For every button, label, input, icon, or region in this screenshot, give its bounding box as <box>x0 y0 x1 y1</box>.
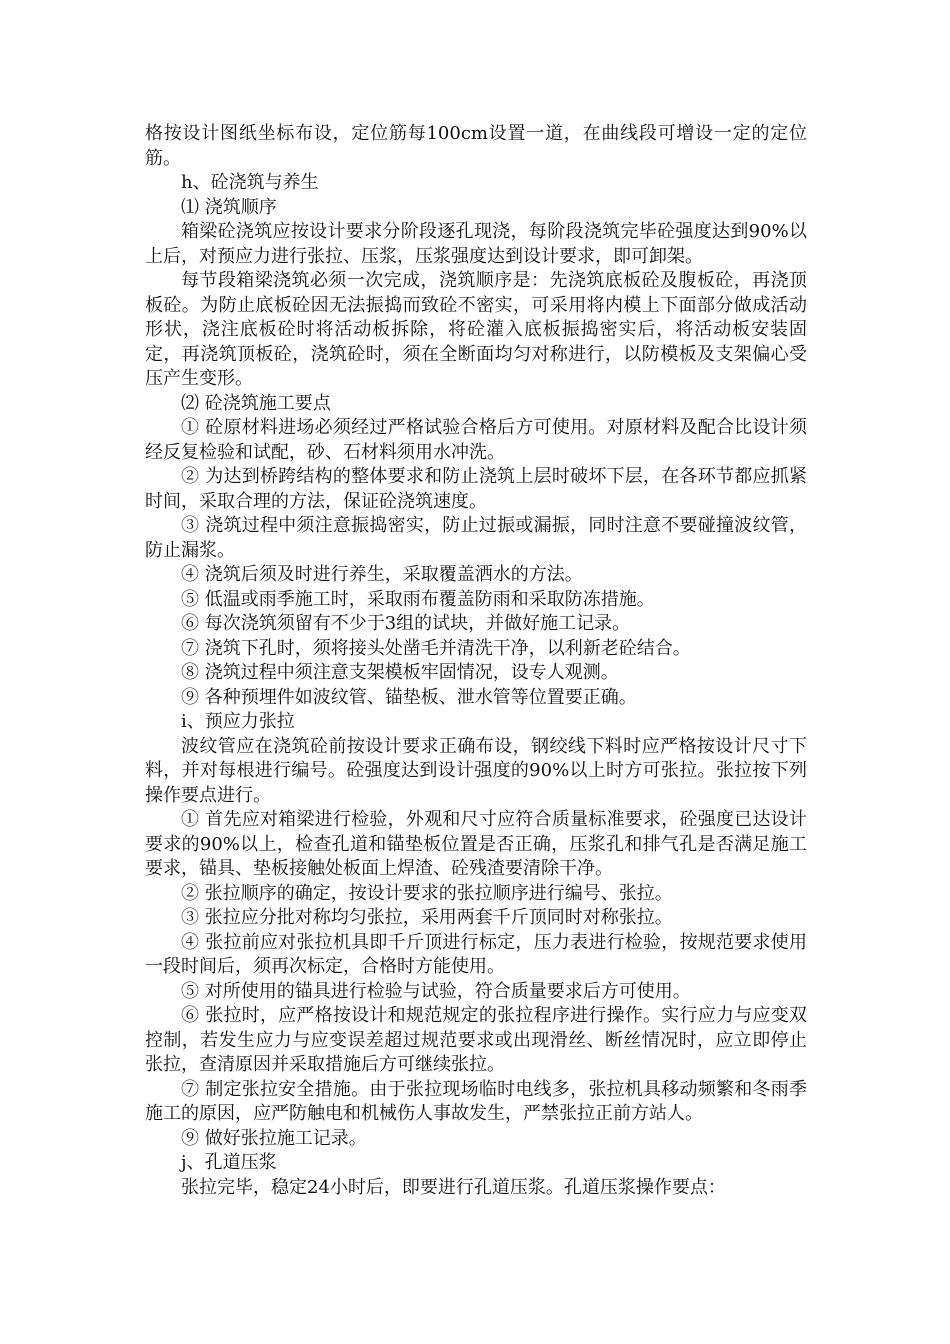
section-heading-i: i、预应力张拉 <box>181 711 295 732</box>
section-heading-h: h、砼浇筑与养生 <box>181 172 319 193</box>
list-item: ⑥ 每次浇筑须留有不少于3组的试块，并做好施工记录。 <box>181 613 631 634</box>
list-item: ① 首先应对箱梁进行检验，外观和尺寸应符合质量标准要求，砼强度已达设计要求的90%以上，检查孔道和锚垫板位置是否正确，压浆孔和排气孔是否满足施工要求，锚具、垫板接触处板面上焊渣、砼残渣要清除干净。 <box>145 809 807 879</box>
list-item: ⑨ 各种预埋件如波纹管、锚垫板、泄水管等位置要正确。 <box>181 686 637 708</box>
paragraph-continuation: 格按设计图纸坐标布设，定位筋每100cm设置一道，在曲线段可增设一定的定位筋。 <box>145 123 807 169</box>
list-item: ⑤ 对所使用的锚具进行检验与试验，符合质量要求后方可使用。 <box>181 980 691 1002</box>
paragraph: 每节段箱梁浇筑必须一次完成，浇筑顺序是：先浇筑底板砼及腹板砼，再浇顶板砼。为防止底板砼因无法振捣而致砼不密实，可采用将内模上下面部分做成活动形状，浇注底板砼时将活动板拆除，将砼灌入底板振捣密实后，将活动板安装固定，再浇筑顶板砼，浇筑砼时，须在全断面均匀对称进行，以防模板及支架偏心受压产生变形。 <box>145 270 807 389</box>
list-item: ④ 张拉前应对张拉机具即千斤顶进行标定，压力表进行检验，按规范要求使用一段时间后，须再次标定，合格时方能使用。 <box>145 931 807 977</box>
paragraph: 波纹管应在浇筑砼前按设计要求正确布设，钢绞线下料时应严格按设计尺寸下料，并对每根进行编号。砼强度达到设计强度的90%以上时方可张拉。张拉按下列操作要点进行。 <box>145 735 807 806</box>
section-heading-j: j、孔道压浆 <box>181 1152 277 1173</box>
list-item: ③ 浇筑过程中须注意振捣密实，防止过振或漏振，同时注意不要碰撞波纹管，防止漏浆。 <box>145 515 807 561</box>
list-item: ⑧ 浇筑过程中须注意支架模板牢固情况，设专人观测。 <box>181 662 619 683</box>
list-item: ① 砼原材料进场必须经过严格试验合格后方可使用。对原材料及配合比设计须经反复检验和试配，砂、石材料须用水冲洗。 <box>145 417 807 463</box>
list-item: ⑦ 制定张拉安全措施。由于张拉现场临时电线多，张拉机具移动频繁和冬雨季施工的原因，应严防触电和机械伤人事故发生，严禁张拉正前方站人。 <box>145 1078 807 1124</box>
subheading-pouring-order: ⑴ 浇筑顺序 <box>181 196 277 218</box>
list-item: ② 为达到桥跨结构的整体要求和防止浇筑上层时破坏下层，在各环节都应抓紧时间，采取合理的方法，保证砼浇筑速度。 <box>145 466 807 512</box>
list-item: ② 张拉顺序的确定，按设计要求的张拉顺序进行编号、张拉。 <box>181 882 673 904</box>
document-page <box>145 122 807 1200</box>
paragraph: 箱梁砼浇筑应按设计要求分阶段逐孔现浇，每阶段浇筑完毕砼强度达到90%以上后，对预应力进行张拉、压浆，压浆强度达到设计要求，即可卸架。 <box>145 221 807 267</box>
list-item: ⑨ 做好张拉施工记录。 <box>181 1127 367 1149</box>
paragraph: 张拉完毕，稳定24小时后，即要进行孔道压浆。孔道压浆操作要点： <box>181 1176 726 1198</box>
list-item: ⑦ 浇筑下孔时，须将接头处凿毛并清洗干净，以利新老砼结合。 <box>181 637 691 659</box>
list-item: ⑤ 低温或雨季施工时，采取雨布覆盖防雨和采取防冻措施。 <box>181 588 655 610</box>
list-item: ③ 张拉应分批对称均匀张拉，采用两套千斤顶同时对称张拉。 <box>181 907 673 928</box>
list-item: ⑥ 张拉时，应严格按设计和规范规定的张拉程序进行操作。实行应力与应变双控制，若发生应力与应变误差超过规范要求或出现滑丝、断丝情况时，应立即停止张拉，查清原因并采取措施后方可继续张拉。 <box>145 1005 807 1075</box>
subheading-pouring-points: ⑵ 砼浇筑施工要点 <box>181 392 331 414</box>
list-item: ④ 浇筑后须及时进行养生，采取覆盖洒水的方法。 <box>181 564 583 585</box>
